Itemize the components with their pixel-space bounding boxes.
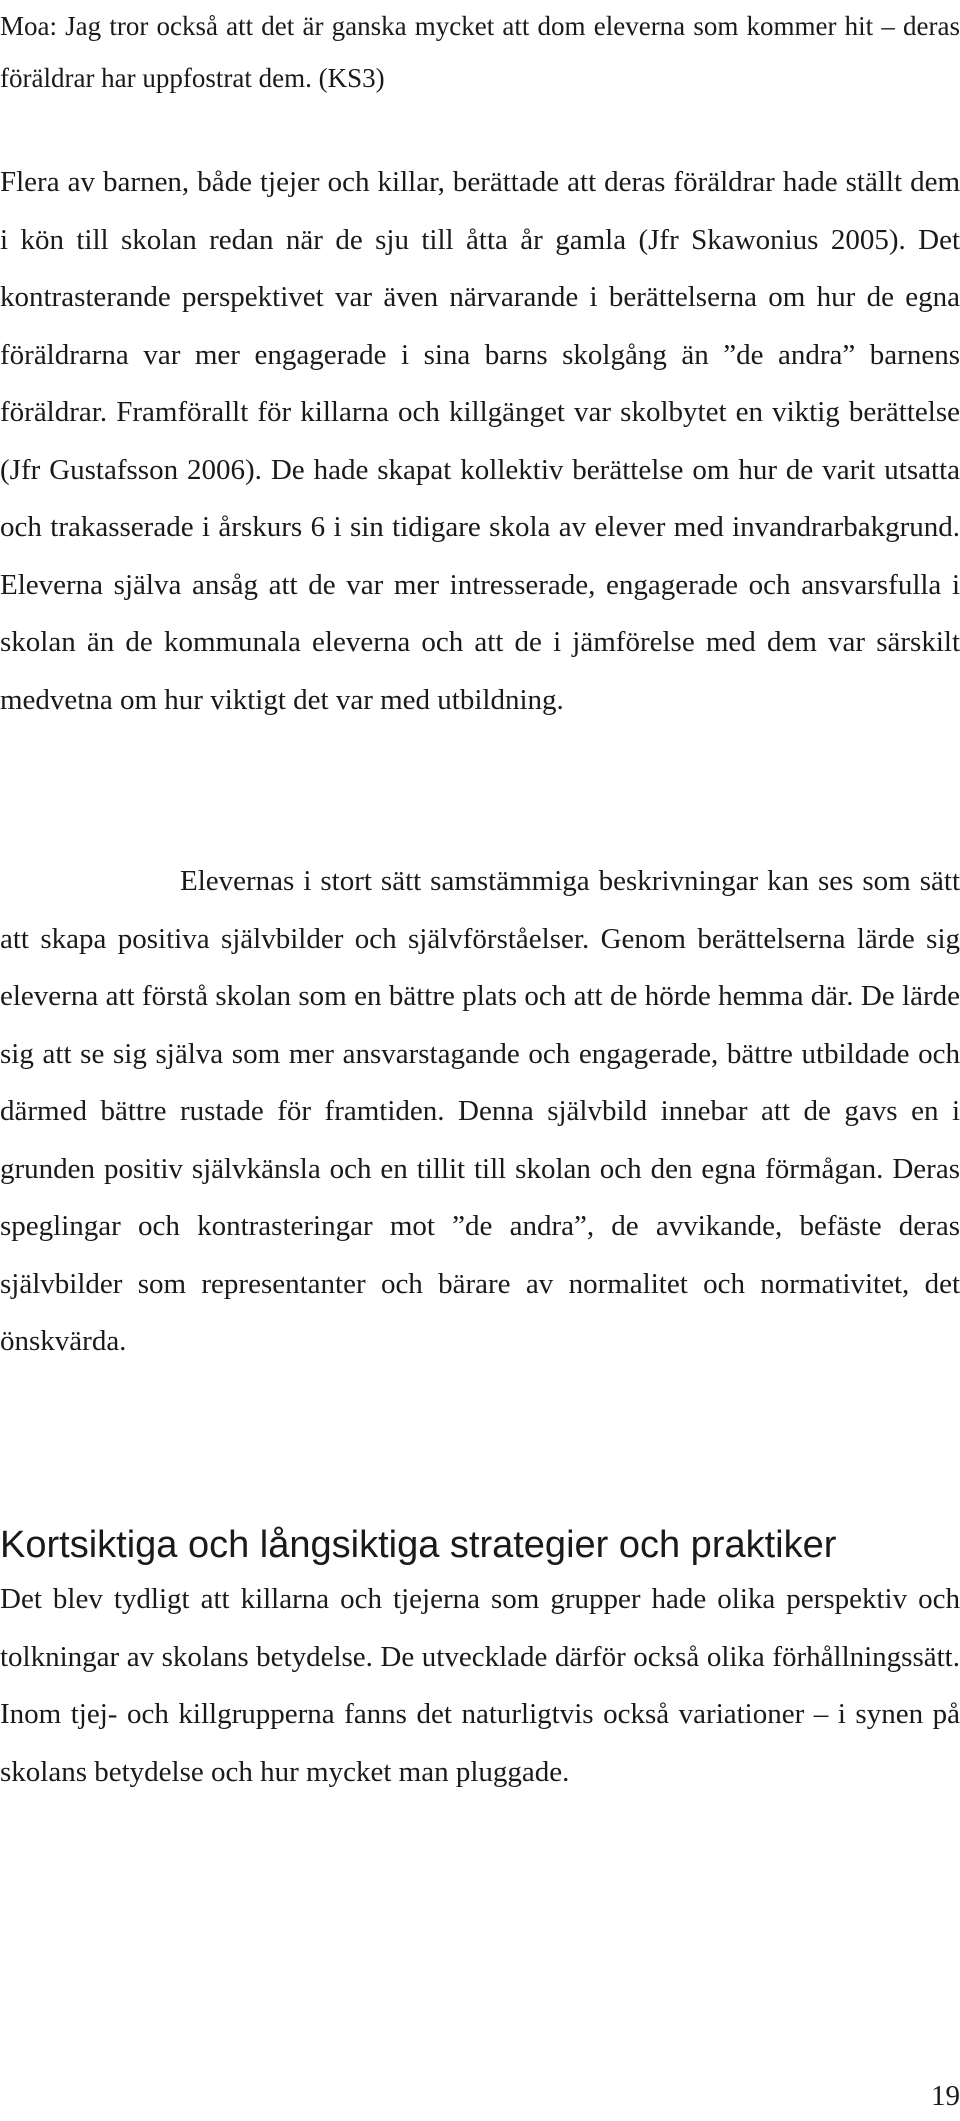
page-number: 19 [931,2080,960,2112]
section-heading: Kortsiktiga och långsiktiga strategier och praktiker [0,1524,837,1566]
body-paragraph: Flera av barnen, både tjejer och killar, berättade att deras föräldrar hade ställt dem i kön till skolan redan när de sju till åtta år gamla (Jfr Skawonius 2005). Det kontrasterande perspektivet var även närvarande i berättelserna om hur de egna föräldrarna var mer engagerade i sina barns skolgång än ”de andra” barnens föräldrar. Framförallt för killarna och killgänget var skolbytet en viktig berättelse (Jfr Gustafsson 2006). De hade skapat kollektiv berättelse om hur de varit utsatta och trakasserade i årskurs 6 i sin tidigare skola av elever med invandrarbakgrund. Eleverna själva ansåg att de var mer intresserade, engagerade och ansvarsfulla i skolan än de kommunala eleverna och att de i jämförelse med dem var särskilt medvetna om hur viktigt det var med utbildning. [0,166,960,716]
body-paragraph: Det blev tydligt att killarna och tjejerna som grupper hade olika perspektiv och tolkningar av skolans betydelse. De utvecklade därför också olika förhållningssätt. Inom tjej- och killgrupperna fanns det naturligtvis också variationer – i synen på skolans betydelse och hur mycket man pluggade. [0,1583,960,1788]
interview-quote: Moa: Jag tror också att det är ganska mycket att dom eleverna som kommer hit – deras föräldrar har uppfostrat dem. (KS3) [0,11,960,93]
body-paragraph: Elevernas i stort sätt samstämmiga beskrivningar kan ses som sätt att skapa positiva självbilder och självförståelser. Genom berättelserna lärde sig eleverna att förstå skolan som en bättre plats och att de hörde hemma där. De lärde sig att se sig själva som mer ansvarstagande och engagerade, bättre utbildade och därmed bättre rustade för framtiden. Denna självbild innebar att de gavs en i grunden positiv självkänsla och en tillit till skolan och den egna förmågan. Deras speglingar och kontrasteringar mot ”de andra”, de avvikande, befäste deras självbilder som representanter och bärare av normalitet och normativitet, det önskvärda. [0,865,960,1357]
